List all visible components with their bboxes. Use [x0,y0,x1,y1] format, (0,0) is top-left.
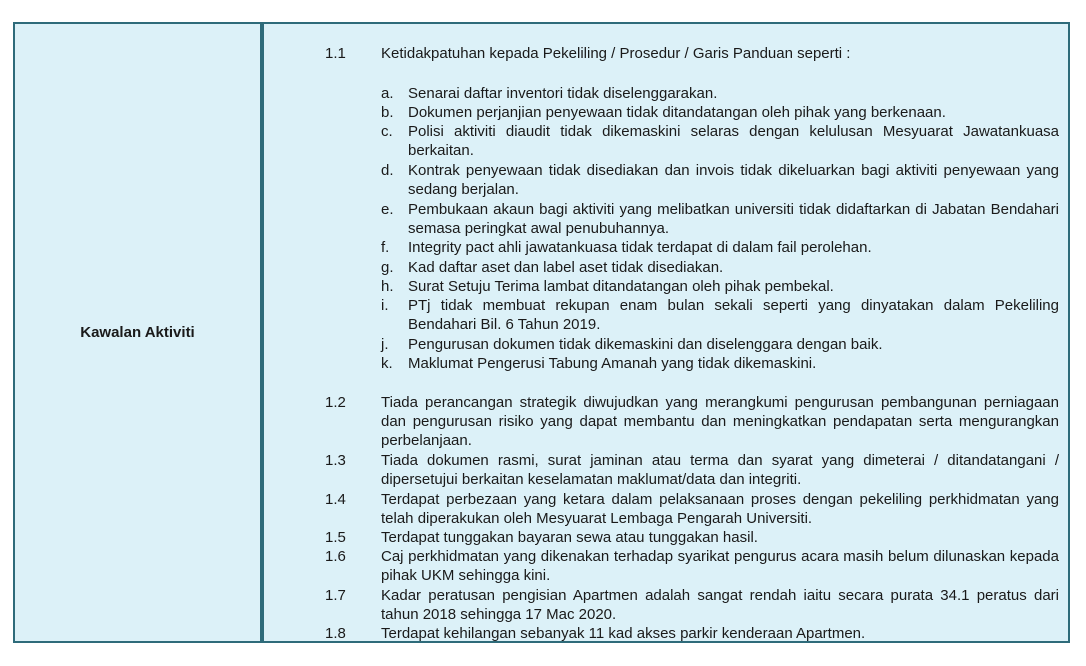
sub-item-letter: j. [381,336,389,353]
sub-item-text: Polisi aktiviti diaudit tidak dikemaskini selaras dengan kelulusan Mesyuarat Jawatankuasa berkaitan. [408,123,1059,160]
finding-text: Ketidakpatuhan kepada Pekeliling / Prosedur / Garis Panduan seperti : [381,45,851,62]
sub-item-text: Kontrak penyewaan tidak disediakan dan invois tidak dikeluarkan bagi aktiviti penyewaan yang sedang berjalan. [408,162,1059,199]
sub-item-text: Kad daftar aset dan label aset tidak disediakan. [408,259,724,276]
finding-number: 1.6 [325,548,346,565]
finding-text: Terdapat perbezaan yang ketara dalam pelaksanaan proses dengan pekeliling perkhidmatan yang telah diperakukan oleh Mesyuarat Lembaga Pengarah Universiti. [381,491,1059,528]
finding-text: Terdapat tunggakan bayaran sewa atau tunggakan hasil. [381,529,758,546]
sub-item-letter: c. [381,123,393,140]
sub-item-text: Surat Setuju Terima lambat ditandatangan oleh pihak pembekal. [408,278,834,295]
finding-number: 1.4 [325,491,346,508]
finding-number: 1.3 [325,452,346,469]
sub-item-letter: f. [381,239,390,256]
sub-item-text: Pengurusan dokumen tidak dikemaskini dan diselenggara dengan baik. [408,336,883,353]
finding-text: Tiada perancangan strategik diwujudkan yang merangkumi pengurusan pembangunan perniagaan dan pengurusan risiko yang dapat membantu dan meningkatkan pendapatan serta mengurangkan perbelanjaan. [381,394,1059,450]
sub-item-text: PTj tidak membuat rekupan enam bulan sekali seperti yang dinyatakan dalam Pekeliling Bendahari Bil. 6 Tahun 2019. [408,297,1059,334]
sub-item-letter: a. [381,85,394,102]
sub-item-text: Dokumen perjanjian penyewaan tidak ditandatangan oleh pihak yang berkenaan. [408,104,946,121]
finding-number: 1.5 [325,529,346,546]
sub-item-letter: e. [381,201,394,218]
sub-item-letter: h. [381,278,394,295]
sub-item-text: Pembukaan akaun bagi aktiviti yang melibatkan universiti tidak didaftarkan di Jabatan Bendahari semasa peringkat awal penubuhannya. [408,201,1059,238]
row-label: Kawalan Aktiviti [80,324,195,341]
findings-content [264,24,1068,641]
finding-number: 1.7 [325,587,346,604]
sub-item-letter: d. [381,162,394,179]
finding-text: Tiada dokumen rasmi, surat jaminan atau terma dan syarat yang dimeterai / ditandatangani / dipersetujui berkaitan keselamatan maklumat/data dan integriti. [381,452,1059,489]
finding-number: 1.8 [325,625,346,642]
finding-text: Terdapat kehilangan sebanyak 11 kad akses parkir kenderaan Apartmen. [381,625,866,642]
finding-number: 1.2 [325,394,346,411]
finding-text: Caj perkhidmatan yang dikenakan terhadap syarikat pengurus acara masih belum dilunaskan kepada pihak UKM sehingga kini. [381,548,1059,585]
sub-item-letter: g. [381,259,394,276]
sub-item-text: Integrity pact ahli jawatankuasa tidak terdapat di dalam fail perolehan. [408,239,872,256]
sub-item-text: Senarai daftar inventori tidak diselenggarakan. [408,85,718,102]
finding-number: 1.1 [325,45,346,62]
sub-item-text: Maklumat Pengerusi Tabung Amanah yang tidak dikemaskini. [408,355,817,372]
findings-table [13,22,1070,643]
sub-item-letter: k. [381,355,393,372]
sub-item-letter: b. [381,104,394,121]
sub-item-letter: i. [381,297,389,314]
finding-text: Kadar peratusan pengisian Apartmen adalah sangat rendah iaitu secara purata 34.1 peratus dari tahun 2018 sehingga 17 Mac 2020. [381,587,1059,624]
